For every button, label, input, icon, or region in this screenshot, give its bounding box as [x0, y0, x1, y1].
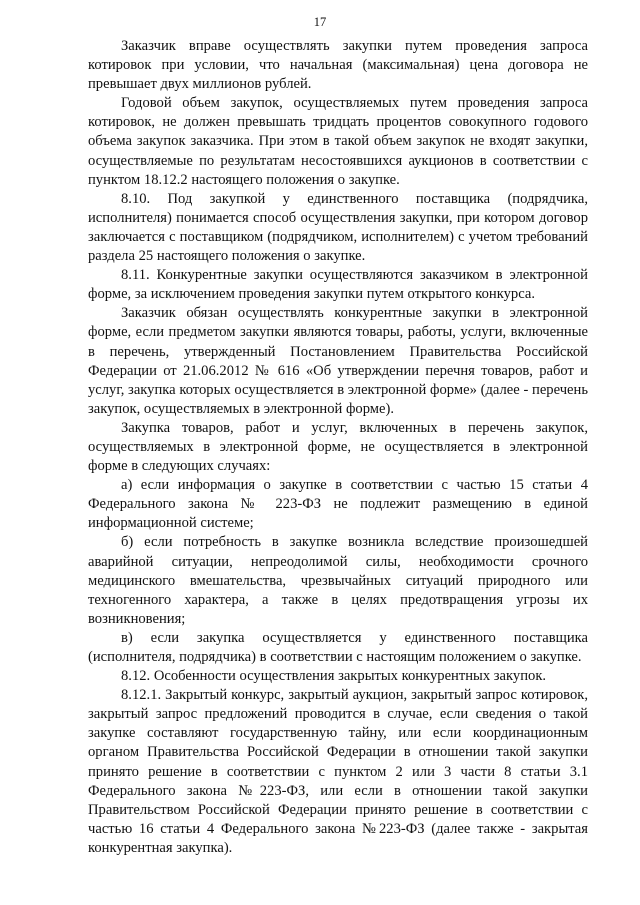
- paragraph-8-12: 8.12. Особенности осуществления закрытых конкурентных закупок.: [121, 668, 547, 685]
- paragraph-8-10: 8.10. Под закупкой у единственного поставщика (подрядчика, исполнителя) понимается способ осуществления закупки, при котором договор заключается с поставщиком (подрядчиком, исполнителем) с учетом требований раздела 25 настоящего положения о закупке.: [88, 190, 588, 265]
- paragraph-electronic-obligation: Заказчик обязан осуществлять конкурентные закупки в электронной форме, если предметом закупки являются товары, работы, услуги, включенные в перечень, утвержденный Постановлением Правительства Российской Федерации от 21.06.2012 № 616 «Об утверждении перечня товаров, работ и услуг, закупка которых осуществляется в электронной форме» (далее - перечень закупок, осуществляемых в электронной форме).: [88, 305, 588, 417]
- paragraph-8-11: 8.11. Конкурентные закупки осуществляются заказчиком в электронной форме, за исключением проведения закупки путем открытого конкурса.: [88, 267, 588, 303]
- paragraph-quotation-limit: Заказчик вправе осуществлять закупки путем проведения запроса котировок при условии, что начальная (максимальная) цена договора не превышает двух миллионов рублей.: [88, 38, 588, 93]
- paragraph-exception-v: в) если закупка осуществляется у единственного поставщика (исполнителя, подрядчика) в соответствии с настоящим положением о закупке.: [88, 629, 588, 665]
- document-body: [88, 37, 588, 858]
- paragraph-8-12-1: 8.12.1. Закрытый конкурс, закрытый аукцион, закрытый запрос котировок, закрытый запрос предложений проводится в случае, если сведения о такой закупке составляют государственную тайну, или если координационным органом Правительства Российской Федерации в отношении такой закупки принято решение в соответствии с пунктом 2 или 3 части 8 статьи 3.1 Федерального закона №223-ФЗ, или если в отношении такой закупки Правительством Российской Федерации принято решение в соответствии с частью 16 статьи 4 Федерального закона №223-ФЗ (далее также - закрытая конкурентная закупка).: [88, 687, 588, 856]
- paragraph-annual-volume: Годовой объем закупок, осуществляемых путем проведения запроса котировок, не должен превышать тридцать процентов совокупного годового объема закупок заказчика. При этом в такой объем закупок не входят закупки, осуществляемые по результатам несостоявшихся аукционов в соответствии с пунктом 18.12.2 настоящего положения о закупке.: [88, 95, 588, 188]
- paragraph-exception-a: а) если информация о закупке в соответствии с частью 15 статьи 4 Федерального закона № 223-ФЗ не подлежит размещению в единой информационной системе;: [88, 477, 588, 532]
- page-number: 17: [313, 15, 327, 29]
- paragraph-exception-b: б) если потребность в закупке возникла вследствие произошедшей аварийной ситуации, непреодолимой силы, необходимости срочного медицинского вмешательства, чрезвычайных ситуаций природного или техногенного характера, а также в целях предотвращения угрозы их возникновения;: [88, 534, 588, 627]
- paragraph-exceptions-intro: Закупка товаров, работ и услуг, включенных в перечень закупок, осуществляемых в электронной форме, не осуществляется в электронной форме в следующих случаях:: [88, 419, 588, 475]
